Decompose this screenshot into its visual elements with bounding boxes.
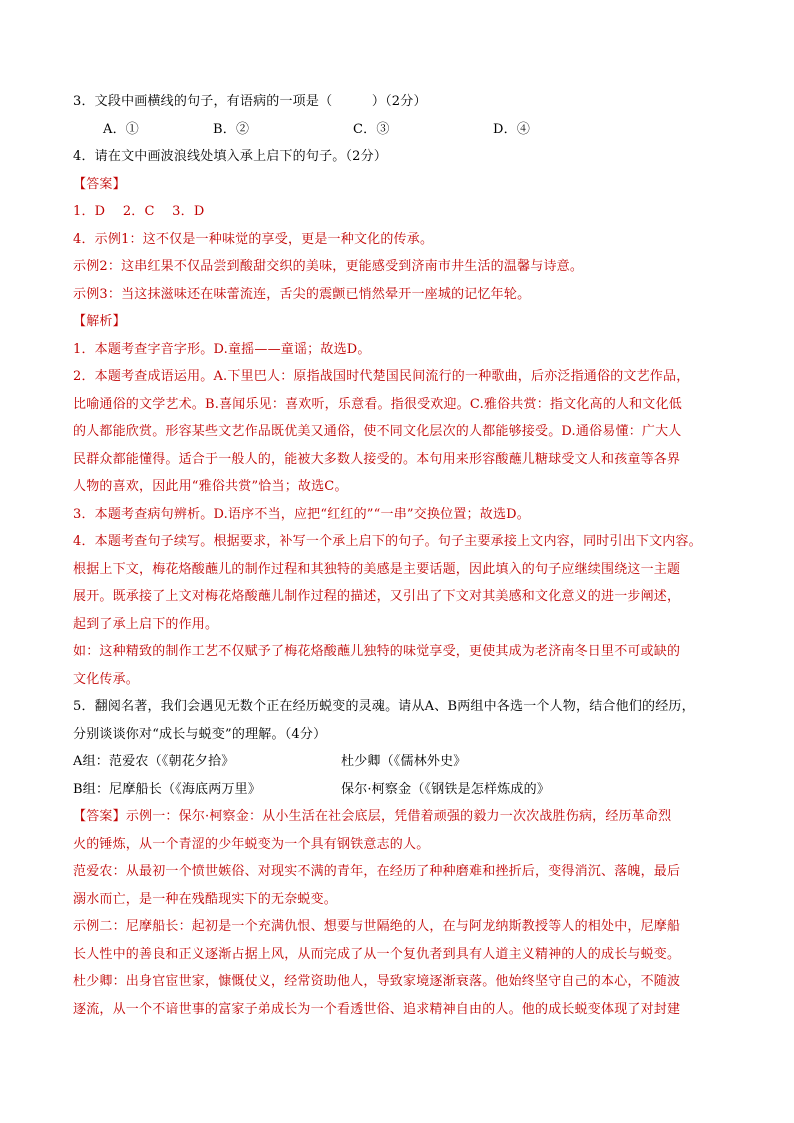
question-3-stem: 3．文段中画横线的句子，有语病的一项是（ ）（2分） — [73, 94, 427, 109]
q5-answer-line-8: 逐流，从一个不谙世事的富家子弟成长为一个看透世俗、追求精神自由的人。他的成长蜕变体现了对封建 — [73, 1001, 681, 1017]
q5-answer-label: 【答案】 — [73, 809, 126, 824]
option-a: A．① — [103, 121, 139, 137]
answer-example-1: 4．示例1：这不仅是一种味觉的享受，更是一种文化的传承。 — [73, 231, 434, 247]
group-a-option-2: 杜少卿（《儒林外史》 — [341, 754, 467, 769]
q5-answer-line-4: 溺水而亡，是一种在残酷现实下的无奈蜕变。 — [73, 891, 338, 907]
answer-heading: 【答案】 — [73, 176, 126, 192]
group-a-option-1: A组：范爱农（《朝花夕拾》 — [73, 754, 235, 769]
analysis-3 — [73, 501, 753, 529]
analysis-4-line-2: 根据上下文，梅花烙酸蘸儿的制作过程和其独特的美感是主要话题，因此填入的句子应继续围绕这一主题 — [73, 561, 681, 577]
analysis-2-line-2: 比喻通俗的文学艺术。B.喜闻乐见：喜欢听，乐意看。指很受欢迎。C.雅俗共赏：指文化高的人和文化低 — [73, 396, 682, 412]
group-a — [73, 748, 753, 776]
option-b: B．② — [213, 121, 250, 137]
answer-example-3: 示例3：当这抹滋味还在味蕾流连，舌尖的震颤已悄然晕开一座城的记忆年轮。 — [73, 286, 531, 302]
analysis-2-line-3: 的人都能欣赏。形容某些文艺作品既优美又通俗，使不同文化层次的人都能够接受。D.通俗易懂：广大人 — [73, 424, 682, 439]
option-d: D．④ — [493, 121, 531, 137]
q5-answer-line-2: 火的锤炼，从一个青涩的少年蜕变为一个具有钢铁意志的人。 — [73, 836, 430, 852]
analysis-4-line-3: 展开。既承接了上文对梅花烙酸蘸儿制作过程的描述，又引出了下文对其美感和文化意义的进一步阐述， — [73, 589, 681, 604]
analysis-4-line-6: 文化传承。 — [73, 671, 140, 687]
analysis-2-line-4: 民群众都能懂得。适合于一般人的，能被大多数人接受的。本句用来形容酸蘸儿糖球受文人和孩童等各界 — [73, 451, 681, 467]
q5-answer-line-7: 杜少卿：出身官宦世家，慷慨仗义，经常资助他人，导致家境逐渐衰落。他始终坚守自己的本心，不随波 — [73, 974, 681, 989]
analysis-1: 1．本题考查字音字形。D.童摇——童谣；故选D。 — [73, 341, 371, 357]
analysis-4-line-1: 4．本题考查句子续写。根据要求，补写一个承上启下的句子。句子主要承接上文内容，同时引出下文内容。 — [73, 534, 702, 549]
analysis-4-line-5: 如：这种精致的制作工艺不仅赋予了梅花烙酸蘸儿独特的味觉享受，更使其成为老济南冬日里不可或缺的 — [73, 644, 681, 659]
answer-line-1: 1．D 2．C 3．D — [73, 204, 205, 219]
question-5-stem-line-2: 分别谈谈你对“成长与蜕变”的理解。（4分） — [73, 726, 327, 742]
analysis-3-red: “一串”交换位置；故选D。 — [373, 506, 530, 522]
q5-answer-line-6: 长人性中的善良和正义逐渐占据上风，从而完成了从一个复仇者到具有人道主义精神的人的成长与蜕变。 — [73, 946, 681, 962]
document-page — [73, 88, 753, 1023]
analysis-heading: 【解析】 — [73, 314, 126, 329]
analysis-2-line-1: 2．本题考查成语运用。A.下里巴人：原指战国时代楚国民间流行的一种歌曲，后亦泛指通俗的文艺作品， — [73, 369, 690, 384]
group-b-option-2: 保尔·柯察金（《钢铁是怎样炼成的》 — [341, 781, 551, 797]
answer-example-2: 示例2：这串红果不仅品尝到酸甜交织的美味，更能感受到济南市井生活的温馨与诗意。 — [73, 259, 584, 274]
analysis-3-text: 3．本题考查病句辨析。D.语序不当，应把“红红的” — [73, 506, 374, 522]
group-b-option-1: B组：尼摩船长（《海底两万里》 — [73, 781, 262, 797]
analysis-4-line-4: 起到了承上启下的作用。 — [73, 616, 219, 632]
option-c: C．③ — [353, 121, 390, 137]
q5-answer-line-1 — [73, 803, 753, 831]
question-4-stem: 4．请在文中画波浪线处填入承上启下的句子。（2分） — [73, 149, 388, 164]
group-b — [73, 776, 753, 804]
question-5-stem-line-1: 5．翻阅名著，我们会遇见无数个正在经历蜕变的灵魂。请从A、B两组中各选一个人物，结合他们的经历， — [73, 699, 695, 714]
analysis-2-line-5: 人物的喜欢，因此用“雅俗共赏”恰当；故选C。 — [73, 479, 348, 494]
q5-answer-text-1: 示例一：保尔·柯察金：从小生活在社会底层，凭借着顽强的毅力一次次战胜伤病，经历革命烈 — [125, 809, 672, 824]
q5-answer-line-5: 示例二：尼摩船长：起初是一个充满仇恨、想要与世隔绝的人，在与阿龙纳斯教授等人的相处中，尼摩船 — [73, 919, 681, 934]
question-3-options — [73, 116, 753, 144]
q5-answer-line-3: 范爱农：从最初一个愤世嫉俗、对现实不满的青年，在经历了种种磨难和挫折后，变得消沉、落魄，最后 — [73, 864, 681, 879]
